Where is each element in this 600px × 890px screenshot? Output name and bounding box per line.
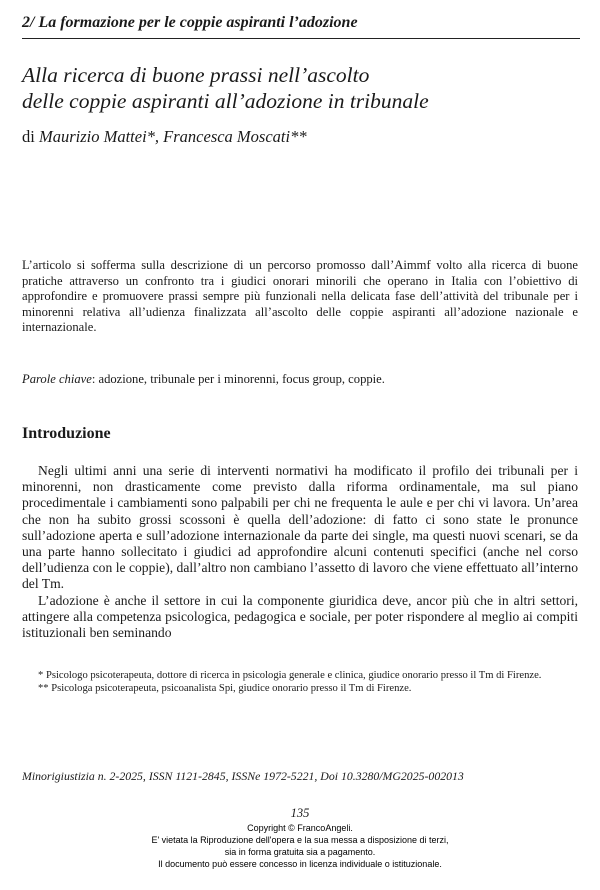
copyright-line: Il documento può essere concesso in licenza individuale o istituzionale. [158,859,442,869]
byline [22,126,582,148]
article-title [22,62,582,114]
byline-prefix: di [22,127,35,146]
copyright-line: sia in forma gratuita sia a pagamento. [224,847,376,857]
article-title-line-2: delle coppie aspiranti all’adozione in tribunale [22,89,429,113]
article-title-line-1: Alla ricerca di buone prassi nell’ascolto [22,63,370,87]
copyright-line: Copyright © FrancoAngeli. [247,823,353,833]
header-divider [22,38,580,39]
keywords-list: : adozione, tribunale per i minorenni, focus group, coppie. [91,372,385,386]
body-paragraph: L’adozione è anche il settore in cui la componente giuridica deve, ancor più che in altri settori, attingere alla competenza psicologica, pedagogica e sociale, per poter rispondere al meglio ai compiti istituzionali ben seminando [22,592,578,641]
copyright-notice [0,822,600,870]
author-names: Maurizio Mattei*, Francesca Moscati** [38,127,307,146]
section-heading-introduzione: Introduzione [22,425,111,442]
copyright-line: E' vietata la Riproduzione dell'opera e la sua messa a disposizione di terzi, [151,835,449,845]
body-paragraph: Negli ultimi anni una serie di interventi normativi ha modificato il profilo dei tribunali per i minorenni, non drasticamente come previsto dalla riforma ordinamentale, ma sul piano procedimentale i cambiamenti sono palpabili per chi ne frequenta le aule e per chi vi lavora. Un’area che non ha subito grossi scossoni è quella dell’adozione: di fatto ci sono state le pronunce sull’adozione aperta e sull’adozione internazionale da parte dei single, ma questi nuovi scenari, se da una parte hanno sollecitato i giudici ad approfondire alcuni contenuti specifici (anche nel corso dell’udienza con le coppie), dall’altro non cambiano l’assetto di lavoro che viene effettuato all’interno del Tm. [22,463,578,592]
journal-citation: Minorigiustizia n. 2-2025, ISSN 1121-2845, ISSNe 1972-5221, Doi 10.3280/MG2025-002013 [22,769,464,783]
keywords-label: Parole chiave [22,372,92,386]
page-number: 135 [290,806,310,820]
footnote: ** Psicologa psicoterapeuta, psicoanalista Spi, giudice onorario presso il Tm di Firenze. [38,683,412,694]
footnotes [22,669,578,695]
section-header: 2/ La formazione per le coppie aspiranti l’adozione [22,14,358,31]
footnote: * Psicologo psicoterapeuta, dottore di ricerca in psicologia generale e clinica, giudice onorario presso il Tm di Firenze. [38,670,542,681]
body-text [22,463,578,641]
keywords [22,372,578,388]
abstract: L’articolo si sofferma sulla descrizione di un percorso promosso dall’Aimmf volto alla ricerca di buone pratiche attraverso un confronto tra i giudici onorari minorili che operano in Italia con l’obiettivo di approfondire e promuovere prassi sempre più funzionali nella delicata fase dell’attività del tribunale per i minorenni relativa all’udienza finalizzata all’ascolto delle coppie aspiranti all’adozione nazionale e internazionale. [22,258,578,334]
